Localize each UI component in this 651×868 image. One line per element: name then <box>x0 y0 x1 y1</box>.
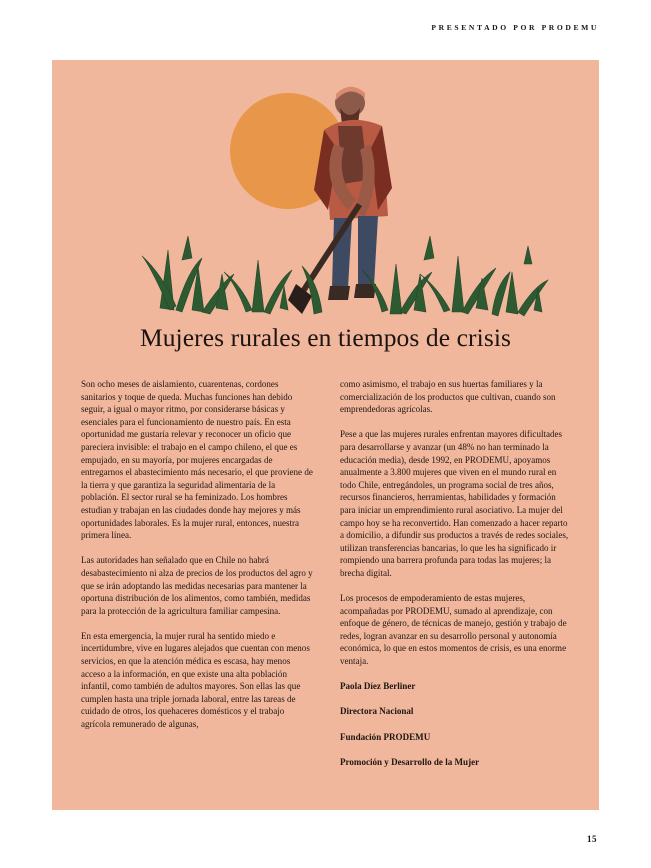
paragraph: como asimismo, el trabajo en sus huertas familiares y la comercialización de los productos que cultivan, cuando son emprendedoras agrícolas. <box>340 379 556 415</box>
signature-name: Paola Díez Berliner <box>340 681 416 692</box>
paragraph: Las autoridades han señalado que en Chile no habrá desabastecimiento ni alza de precios de los productos del agro y que se irán adoptando las medidas necesarias para mantener la oportuna distribución de los alimentos, como también, medidas para la protección de la agricultura familiar campesina. <box>81 555 313 616</box>
page-number: 15 <box>587 834 597 844</box>
left-column <box>81 378 313 743</box>
paragraph: Los procesos de empoderamiento de estas mujeres, acompañadas por PRODEMU, sumado al aprendizaje, con enfoque de género, de técnicas de manejo, gestión y trabajo de redes, logran avanzar en su desarrollo personal y autonomía económica, lo que en estos momentos de crisis, es una enorme ventaja. <box>340 593 567 667</box>
paragraph: Pese a que las mujeres rurales enfrentan mayores dificultades para desarrollarse y avanzar (un 48% no han terminado la educación media), desde 1992, en PRODEMU, apoyamos anualmente a 3.800 mujeres que viven en el mundo rural en todo Chile, entregándoles, un programa social de tres años, recursos financieros, herramientas, habilidades y formación para iniciar un emprendimiento rural asociativo. La mujer del campo hoy se ha reconvertido. Han comenzado a hacer reparto a domicilio, a difundir sus productos a través de redes sociales, utilizan transferencias bancarias, lo que les ha significado ir rompiendo una barrera profunda para todas las mujeres; la brecha digital. <box>340 429 569 578</box>
signature-org-full: Promoción y Desarrollo de la Mujer <box>340 756 480 767</box>
section-header: PRESENTADO POR PRODEMU <box>431 23 599 32</box>
signature-role: Directora Nacional <box>340 706 414 717</box>
paragraph: Son ocho meses de aislamiento, cuarentenas, cordones sanitarios y toque de queda. Muchas funciones han debido seguir, a igual o mayor ritmo, por considerarse básicas y esenciales para el funcionamiento de nuestro país. En esta oportunidad me gustaría relevar y reconocer un oficio que pareciera invisible: el trabajo en el campo chileno, el que es empujado, en su mayoría, por mujeres encargadas de entregarnos el abastecimiento más necesario, el que proviene de la tierra y que garantiza la seguridad alimentaria de la población. El sector rural se ha feminizado. Los hombres estudian y trabajan en las ciudades donde hay mejores y más oportunidades laborales. Es la mujer rural, entonces, nuestra primera línea. <box>81 379 313 541</box>
signature-org: Fundación PRODEMU <box>340 731 431 742</box>
article-title: Mujeres rurales en tiempos de crisis <box>139 323 512 352</box>
farmer-illustration <box>52 60 599 330</box>
right-column <box>340 378 572 781</box>
paragraph: En esta emergencia, la mujer rural ha sentido miedo e incertidumbre, vive en lugares alejados que cuentan con menos servicios, en que la atención médica es escasa, hay menos acceso a la información, en que existe una alta población infantil, como también de adultos mayores. Son ellas las que cumplen hasta una triple jornada laboral, entre las tareas de cuidado de otros, los quehaceres domésticos y el trabajo agrícola remunerado de algunas, <box>81 630 310 730</box>
article-panel <box>52 60 599 810</box>
signature-block <box>340 680 572 768</box>
